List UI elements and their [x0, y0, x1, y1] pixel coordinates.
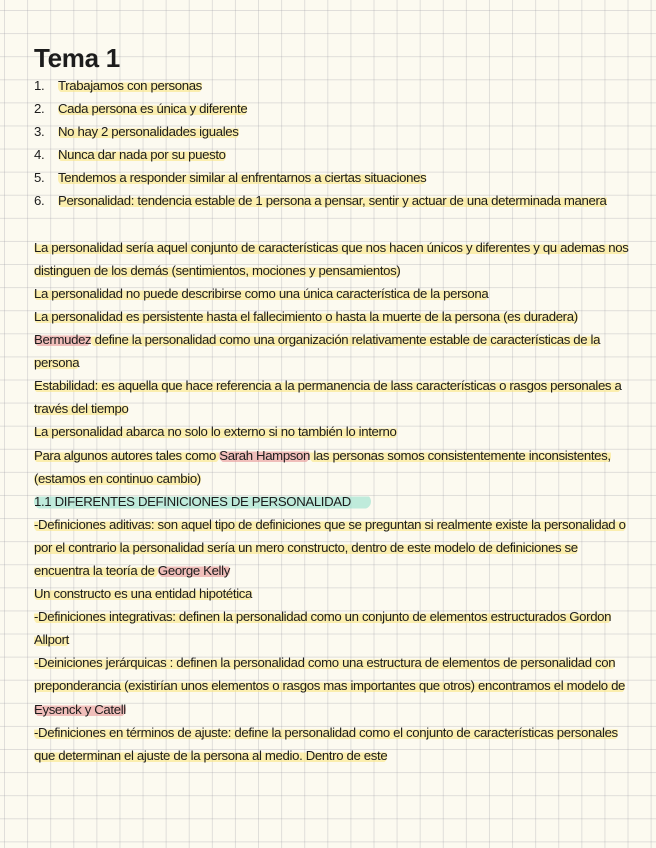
paragraph — [34, 420, 634, 443]
note-page — [34, 42, 634, 767]
list-number: 6. — [34, 193, 45, 209]
list-item — [34, 74, 634, 97]
section-heading-row — [34, 490, 634, 513]
paragraph-text: las personas somos consistentemente inconsistentes, (estamos en continuo cambio) — [34, 447, 611, 486]
paragraph-text: Un constructo es una entidad hipotética — [34, 586, 253, 602]
list-number: 4. — [34, 147, 45, 163]
list-number: 1. — [34, 78, 45, 93]
paragraph — [34, 444, 634, 490]
paragraph — [34, 513, 634, 582]
list-number: 3. — [34, 124, 45, 140]
paragraph-text: La personalidad sería aquel conjunto de características que nos hacen únicos y diferentes y qu ademas nos distinguen de los demás (sentimientos, mociones y pensamientos) — [34, 239, 629, 278]
paragraph-text: -Deiniciones jerárquicas : definen la personalidad como una estructura de elementos de personalidad con preponderancia (existirían unos elementos o rasgos mas importantes que otros) encontramos el modelo de — [34, 655, 626, 694]
paragraph — [34, 374, 634, 420]
list-text: Nunca dar nada por su puesto — [58, 147, 226, 163]
paragraph-text: Estabilidad: es aquella que hace referencia a la permanencia de lass características o rasgos personales a través del tiempo — [34, 378, 622, 417]
list-text: No hay 2 personalidades iguales — [58, 124, 239, 140]
author-name: Bermudez — [34, 332, 92, 348]
list-text: Trabajamos con personas — [58, 78, 202, 93]
author-name: Eysenck y Catell — [34, 701, 126, 717]
paragraph-text: La personalidad no puede describirse como una única característica de la persona — [34, 285, 489, 301]
paragraph-text: -Definiciones en términos de ajuste: define la personalidad como el conjunto de características personales que determinan el ajuste de la persona al medio. Dentro de este — [34, 724, 618, 763]
list-item — [34, 120, 634, 143]
author-name: Sarah Hampson — [219, 447, 311, 463]
numbered-list — [34, 74, 634, 213]
paragraph-text: Para algunos autores tales como — [34, 447, 220, 463]
list-number: 5. — [34, 170, 45, 186]
paragraph — [34, 582, 634, 605]
author-name: George Kelly — [157, 562, 230, 578]
paragraph — [34, 305, 634, 328]
paragraph — [34, 651, 634, 720]
spacer — [34, 213, 634, 236]
page-title: Tema 1 — [34, 43, 120, 73]
paragraph-text: define la personalidad como una organización relativamente estable de características de la persona — [34, 332, 601, 371]
paragraph-text: -Definiciones integrativas: definen la personalidad como un conjunto de elementos estructurados Gordon Allport — [34, 609, 612, 648]
paragraph-text: La personalidad abarca no solo lo externo si no también lo interno — [34, 424, 397, 440]
paragraph — [34, 328, 634, 374]
paragraph — [34, 236, 634, 282]
list-item — [34, 97, 634, 120]
paragraph-text: La personalidad es persistente hasta el fallecimiento o hasta la muerte de la persona (es duradera) — [34, 308, 578, 324]
paragraph-text: -Definiciones aditivas: son aquel tipo de definiciones que se preguntan si realmente existe la personalidad o por el contrario la personalidad sería un mero constructo, dentro de este modelo de definiciones se encuentra la teoría de — [34, 516, 626, 578]
paragraph — [34, 721, 634, 767]
paragraph — [34, 282, 634, 305]
list-text: Personalidad: tendencia estable de 1 persona a pensar, sentir y actuar de una determinada manera — [58, 193, 607, 209]
list-text: Cada persona es única y diferente — [58, 101, 248, 117]
list-number: 2. — [34, 101, 45, 117]
section-heading: 1.1 DIFERENTES DEFINICIONES DE PERSONALIDAD — [34, 494, 371, 509]
list-item — [34, 166, 634, 189]
list-text: Tendemos a responder similar al enfrentarnos a ciertas situaciones — [58, 170, 427, 186]
list-item — [34, 143, 634, 166]
list-item — [34, 189, 634, 212]
paragraph — [34, 605, 634, 651]
